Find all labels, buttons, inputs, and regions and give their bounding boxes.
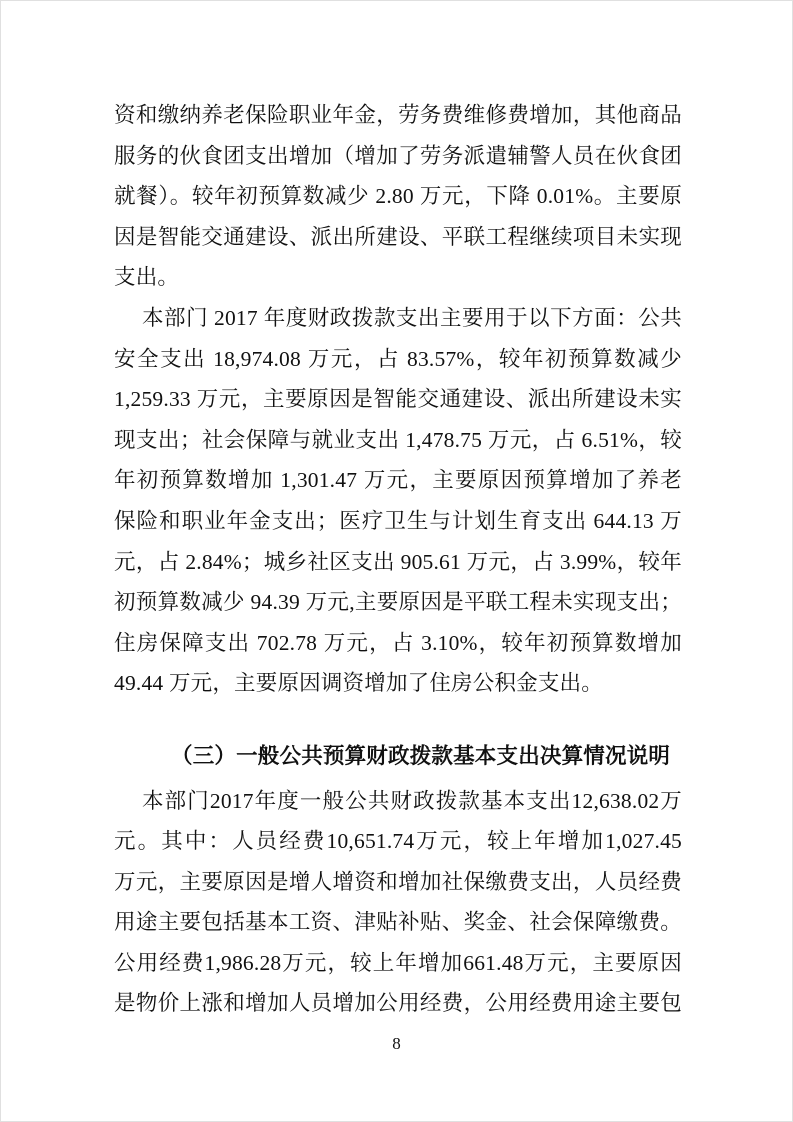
text-line: 现支出；社会保障与就业支出 1,478.75 万元，占 6.51%，较 [114,427,682,452]
text-line: 是物价上涨和增加人员增加公用经费，公用经费用途主要包 [114,991,682,1016]
text-line: 元。其中：人员经费10,651.74万元，较上年增加1,027.45 [114,829,682,854]
text-line: 因是智能交通建设、派出所建设、平联工程继续项目未实现 [114,224,682,249]
heading-line: （三）一般公共预算财政拨款基本支出决算情况说明 [171,743,671,768]
text-line: 本部门 2017 年度财政拨款支出主要用于以下方面：公共 [142,305,682,330]
text-line: 保险和职业年金支出；医疗卫生与计划生育支出 644.13 万 [114,508,682,533]
text-line: 元，占 2.84%；城乡社区支出 905.61 万元，占 3.99%，较年 [114,549,682,574]
text-line: 初预算数减少 94.39 万元,主要原因是平联工程未实现支出； [114,590,682,615]
heading-section-three [114,736,682,777]
text-line: 住房保障支出 702.78 万元，占 3.10%，较年初预算数增加 [114,630,682,655]
text-line: 49.44 万元，主要原因调资增加了住房公积金支出。 [114,671,603,696]
text-line: 公用经费1,986.28万元，较上年增加661.48万元，主要原因 [114,950,682,975]
text-line: 1,259.33 万元，主要原因是智能交通建设、派出所建设未实 [114,387,682,412]
text-line: 用途主要包括基本工资、津贴补贴、奖金、社会保障缴费。 [114,910,682,935]
text-line: 安全支出 18,974.08 万元，占 83.57%，较年初预算数减少 [114,346,682,371]
page-number: 8 [392,1034,401,1053]
text-line: 资和缴纳养老保险职业年金，劳务费维修费增加，其他商品 [114,103,682,127]
text-line: 服务的伙食团支出增加（增加了劳务派遣辅警人员在伙食团 [114,143,682,168]
text-line: 年初预算数增加 1,301.47 万元，主要原因预算增加了养老 [114,468,682,493]
text-line: 本部门2017年度一般公共财政拨款基本支出12,638.02万 [142,788,682,813]
text-line: 支出。 [114,265,180,290]
text-line: 万元，主要原因是增人增资和增加社保缴费支出，人员经费 [114,869,682,894]
paragraph-basic-expenditure [114,781,682,1025]
text-line: 就餐）。较年初预算数减少 2.80 万元，下降 0.01%。主要原 [114,184,682,209]
paragraph-carryover-explanation [114,95,682,298]
paragraph-expenditure-breakdown [114,298,682,704]
document-body [114,95,682,1024]
